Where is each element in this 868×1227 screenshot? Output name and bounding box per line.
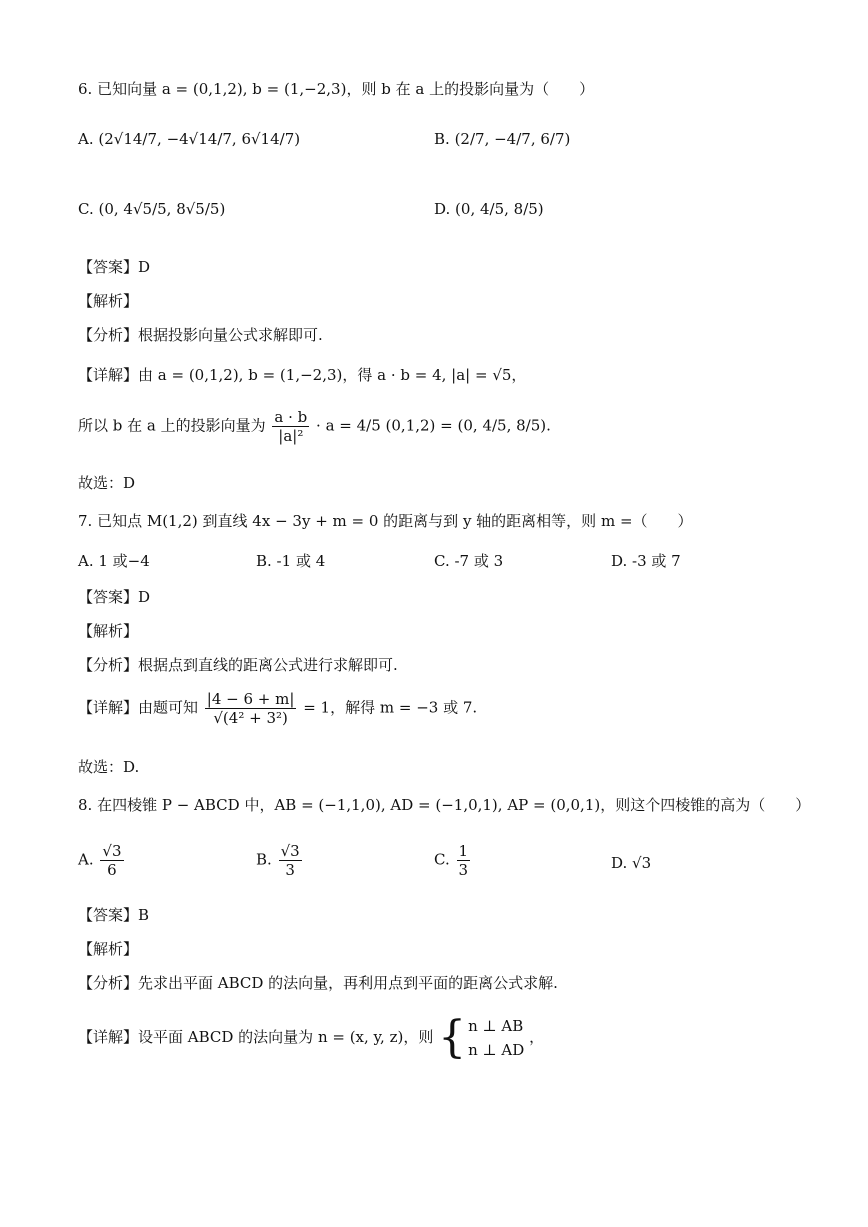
q6-stem: 6. 已知向量 a = (0,1,2), b = (1,−2,3)，则 b 在 a 上的投影向量为（ ） <box>78 80 595 98</box>
projection-fraction: $\frac{a \cdot b}{\text{|a|²}}$ <box>274 408 308 445</box>
q6-option-c: C. (0, 4√5/5, 8√5/5) <box>78 200 226 218</box>
q7-jiexi: 【解析】 <box>78 622 139 640</box>
q6-answer: 【答案】D <box>78 258 151 276</box>
q7-option-b: B. -1 或 4 <box>256 552 326 570</box>
q6-option-d: D. (0, 4/5, 8/5) <box>434 200 544 218</box>
q8-option-b: B. $\frac{√3}{3}$ <box>256 842 300 879</box>
q6-option-d-value: (0, 4/5, 8/5) <box>455 200 544 218</box>
q8-fenxi: 【分析】先求出平面 ABCD 的法向量，再利用点到平面的距离公式求解. <box>78 974 558 992</box>
q6-option-a: A. (2√14/7, −4√14/7, 6√14/7) <box>78 130 301 148</box>
q7-answer: 【答案】D <box>78 588 151 606</box>
q7-option-c: C. -7 或 3 <box>434 552 504 570</box>
q8-stem: 8. 在四棱锥 P − ABCD 中，AB = (−1,1,0), AD = (−1,0,1), AP = (0,0,1)，则这个四棱锥的高为（ ） <box>78 796 811 814</box>
q8-option-c: C. $\frac{1}{3}$ <box>434 842 469 879</box>
q8-jiexi: 【解析】 <box>78 940 139 958</box>
q8-answer: 【答案】B <box>78 906 150 924</box>
q6-fenxi: 【分析】根据投影向量公式求解即可. <box>78 326 323 344</box>
q6-jiexi: 【解析】 <box>78 292 139 310</box>
q7-option-a: A. 1 或−4 <box>78 552 150 570</box>
distance-fraction: $\frac{|4 - 6 + m|}{\text{√(4² + 3²)}}$ <box>206 690 295 727</box>
q6-option-c-value: (0, 4√5/5, 8√5/5) <box>98 200 226 218</box>
q7-detail: 【详解】由题可知 $\frac{|4 - 6 + m|}{\text{√(4² + 3²)}}$ = 1，解得 m = −3 或 7. <box>78 690 478 727</box>
q8-option-d: D. √3 <box>611 854 652 872</box>
q6-detail-2: 所以 b 在 a 上的投影向量为 $\frac{a \cdot b}{\text{|a|²}}$ · a = 4/5 (0,1,2) = (0, 4/5, 8/5). <box>78 408 551 445</box>
q7-option-d: D. -3 或 7 <box>611 552 681 570</box>
normal-vector-system: { n ⊥ AB n ⊥ AD <box>438 1012 525 1063</box>
q6-option-b: B. (2/7, −4/7, 6/7) <box>434 130 571 148</box>
q7-stem: 7. 已知点 M(1,2) 到直线 4x − 3y + m = 0 的距离与到 y 轴的距离相等，则 m =（ ） <box>78 512 693 530</box>
q7-guxuan: 故选：D. <box>78 758 140 776</box>
q8-option-a: A. $\frac{√3}{6}$ <box>78 842 122 879</box>
q7-fenxi: 【分析】根据点到直线的距离公式进行求解即可. <box>78 656 398 674</box>
q8-detail: 【详解】设平面 ABCD 的法向量为 n = (x, y, z)，则 { n ⊥ AB n ⊥ AD ， <box>78 1012 545 1063</box>
q6-guxuan: 故选：D <box>78 474 136 492</box>
q6-option-a-value: (2√14/7, −4√14/7, 6√14/7) <box>98 130 301 148</box>
q6-detail-1: 【详解】由 a = (0,1,2), b = (1,−2,3)，得 a · b = 4, |a| = √5， <box>78 366 527 384</box>
q6-option-b-value: (2/7, −4/7, 6/7) <box>454 130 571 148</box>
